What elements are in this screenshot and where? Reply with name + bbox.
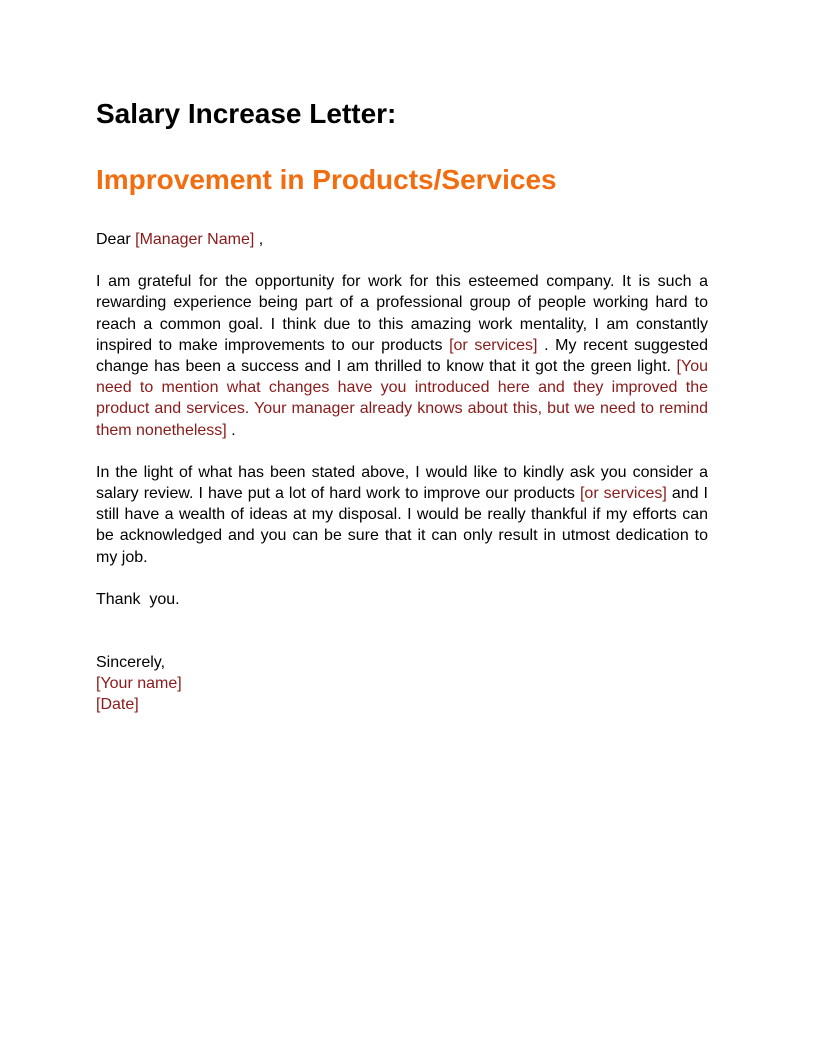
salutation-prefix: Dear bbox=[96, 231, 136, 248]
letter-title: Salary Increase Letter: bbox=[96, 98, 397, 129]
paragraph-1-text-1: I am grateful for the opportunity for work for this esteemed company. It is such a rewarding experience being part of a professional group of people working hard to reach a common goal. I think due to this amazing work mentality, I am constantly inspired to make improvements to our products bbox=[96, 273, 708, 354]
letter-subtitle: Improvement in Products/Services bbox=[96, 164, 557, 195]
sign-off: Sincerely, bbox=[96, 654, 166, 672]
paragraph-2-text-2: and I still have a wealth of ideas at my disposal. I would be really thankful if my efforts can be acknowledged and you can be sure that it can only result in utmost dedication to my job. bbox=[96, 485, 708, 566]
or-services-placeholder-2: [or services] bbox=[579, 485, 667, 503]
your-name-placeholder: [Your name] bbox=[96, 675, 182, 693]
changes-description-placeholder: [You need to mention what changes have you introduced here and they improved the product and services. Your manager already knows about this, but we need to remind them nonetheless] bbox=[96, 358, 708, 439]
salutation bbox=[96, 229, 708, 250]
paragraph-salary-request bbox=[96, 462, 708, 568]
thank-you-line: Thank you. bbox=[96, 590, 180, 608]
letter-page bbox=[96, 96, 708, 716]
or-services-placeholder: [or services] bbox=[449, 336, 538, 354]
paragraph-1-text-3: . bbox=[226, 421, 236, 439]
paragraph-gratitude bbox=[96, 271, 708, 441]
closing-block bbox=[96, 652, 708, 716]
date-placeholder: [Date] bbox=[96, 696, 139, 714]
paragraph-2-text-1: In the light of what has been stated above, I would like to kindly ask you consider a salary review. I have put a lot of hard work to improve our products bbox=[96, 463, 708, 503]
salutation-suffix: , bbox=[254, 231, 264, 248]
manager-name-placeholder: [Manager Name] bbox=[135, 231, 255, 248]
paragraph-1-text-2: . My recent suggested change has been a success and I am thrilled to know that it got the green light. bbox=[96, 336, 708, 376]
